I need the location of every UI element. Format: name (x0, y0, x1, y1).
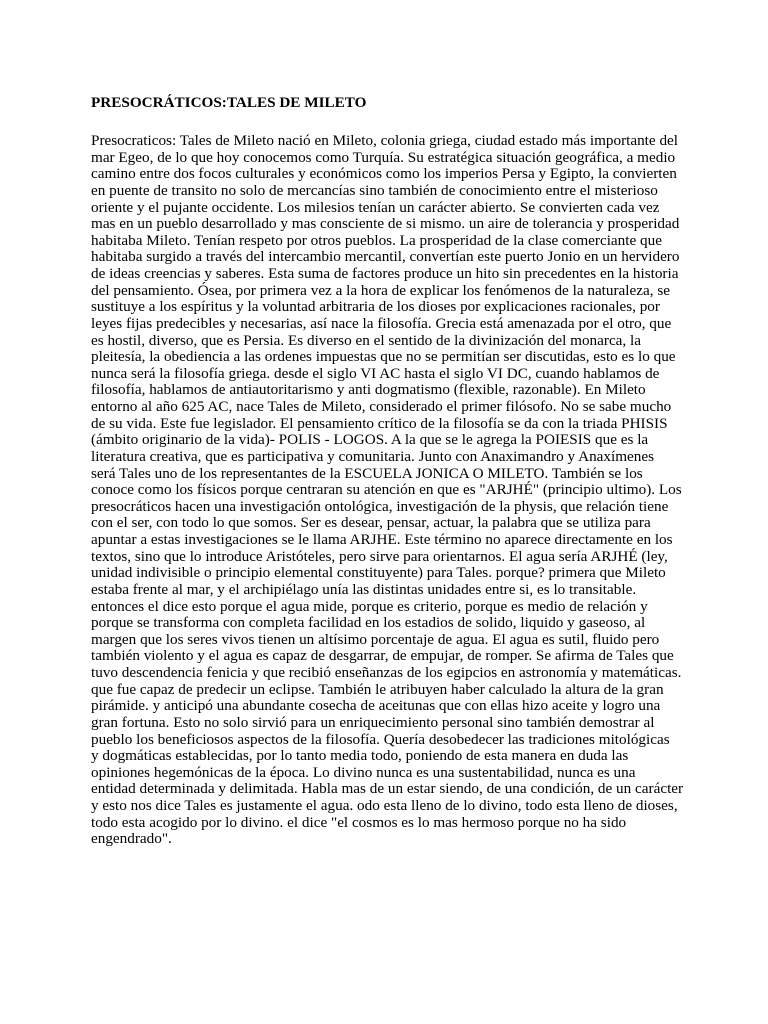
text-line: engendrado". (91, 830, 172, 848)
text-line: estaba frente al mar, y el archipiélago unía las distintas unidades entre si, es lo transitable. (91, 580, 637, 598)
document-title: PRESOCRÁTICOS:TALES DE MILETO (91, 94, 367, 111)
body-paragraph (91, 133, 701, 848)
text-line: será Tales uno de los representantes de la ESCUELA JONICA O MILETO. También se los (91, 464, 643, 482)
text-line: pleitesía, la obediencia a las ordenes impuestas que no se permitían ser discutidas, esto es lo que (91, 348, 676, 366)
text-line: del pensamiento. Ósea, por primera vez a la hora de explicar los fenómenos de la naturaleza, se (91, 281, 670, 299)
text-line: leyes fijas predecibles y necesarias, así nace la filosofía. Grecia está amenazada por el otro, que (91, 314, 672, 332)
text-line: apuntar a estas investigaciones se le llama ARJHE. Este término no aparece directamente en los (91, 531, 673, 548)
text-line: entonces el dice esto porque el agua mide, porque es criterio, porque es medio de relación y (91, 597, 648, 615)
text-line: de su vida. Este fue legislador. El pensamiento crítico de la filosofía se da con la triada PHISIS (91, 414, 668, 432)
text-line: todo esta acogido por lo divino. el dice "el cosmos es lo mas hermoso porque no ha sido (91, 813, 627, 831)
text-line: entidad determinada y delimitada. Habla mas de un estar siendo, de una condición, de un carácter (91, 780, 684, 798)
text-line: que fue capaz de predecir un eclipse. También le atribuyen haber calculado la altura de la gran (91, 680, 664, 698)
text-line: entorno al año 625 AC, nace Tales de Mileto, considerado el primer filósofo. No se sabe mucho (91, 398, 672, 415)
text-line: margen que los seres vivos tienen un altísimo porcentaje de agua. El agua es sutil, fluido pero (91, 630, 660, 648)
text-line: gran fortuna. Esto no solo sirvió para un enriquecimiento personal sino también demostrar al (91, 713, 655, 731)
text-line: filosofía, hablamos de antiautoritarismo y anti dogmatismo (flexible, razonable). En Mileto (91, 381, 646, 399)
text-line: nunca será la filosofía griega. desde el siglo VI AC hasta el siglo VI DC, cuando hablamos de (91, 364, 660, 382)
text-line: mar Egeo, de lo que hoy conocemos como Turquía. Su estratégica situación geográfica, a medio (91, 148, 676, 166)
text-line: textos, sino que lo introduce Aristóteles, pero sirve para orientarnos. El agua sería ARJHÉ (ley, (91, 547, 668, 565)
text-line: conoce como los físicos porque centraran su atención en que es "ARJHÉ" (principio ultimo). Los (91, 481, 682, 499)
text-line: con el ser, con todo lo que somos. Ser es desear, pensar, actuar, la palabra que se utiliza para (91, 514, 651, 532)
text-line: pirámide. y anticipó una abundante cosecha de aceitunas que con ellas hizo aceite y logro una (91, 697, 661, 715)
text-line: opiniones hegemónicas de la época. Lo divino nunca es una sustentabilidad, nunca es una (91, 763, 636, 781)
text-line: y dogmáticas establecidas, por lo tanto media todo, poniendo de esta manera en duda las (91, 747, 629, 765)
text-line: también violento y el agua es capaz de desgarrar, de empujar, de romper. Se afirma de Tales que (91, 647, 674, 665)
text-line: oriente y el pujante occidente. Los milesios tenían un carácter abierto. Se convierten cada vez (91, 198, 660, 216)
text-line: habitaba Mileto. Tenían respeto por otros pueblos. La prosperidad de la clase comerciante que (91, 231, 662, 249)
text-line: mas en un pueblo desarrollado y mas consciente de si mismo. un aire de tolerancia y prosperidad (91, 215, 680, 233)
text-line: literatura creativa, que es participativa y comunitaria. Junto con Anaximandro y Anaxímenes (91, 447, 655, 465)
text-line: Presocraticos: Tales de Mileto nació en Mileto, colonia griega, ciudad estado más importante del (91, 132, 678, 149)
text-line: es hostil, diverso, que es Persia. Es diverso en el sentido de la divinización del monarca, la (91, 331, 641, 349)
text-line: y esto nos dice Tales es justamente el agua. odo esta lleno de lo divino, todo esta lleno de dioses, (91, 797, 678, 814)
text-line: pueblo los beneficiosos aspectos de la filosofía. Quería desobedecer las tradiciones mitológicas (91, 730, 670, 748)
text-line: (ámbito originario de la vida)- POLIS - LOGOS. A la que se le agrega la POIESIS que es la (91, 431, 649, 449)
text-line: camino entre dos focos culturales y económicos como los imperios Persa y Egipto, la convierten (91, 165, 677, 183)
text-line: sustituye a los espíritus y la voluntad arbitraria de los dioses por explicaciones racionales, por (91, 298, 660, 316)
text-line: habitaba surgido a través del intercambio mercantil, convertían este puerto Jonio en un hervidero (91, 248, 680, 266)
text-line: tuvo descendencia fenicia y que recibió enseñanzas de los egipcios en astronomía y matemáticas. (91, 664, 682, 681)
text-line: de ideas creencias y saberes. Esta suma de factores produce un hito sin precedentes en la historia (91, 265, 679, 282)
text-line: presocráticos hacen una investigación ontológica, investigación de la physis, que relación tiene (91, 497, 669, 515)
text-line: unidad indivisible o principio elemental constituyente) para Tales. porque? primera que Mileto (91, 564, 666, 582)
text-line: en puente de transito no solo de mercancías sino también de conocimiento entre el misterioso (91, 181, 658, 199)
text-line: porque se transforma con completa facilidad en los estadios de solido, liquido y gaseoso, al (91, 614, 646, 632)
